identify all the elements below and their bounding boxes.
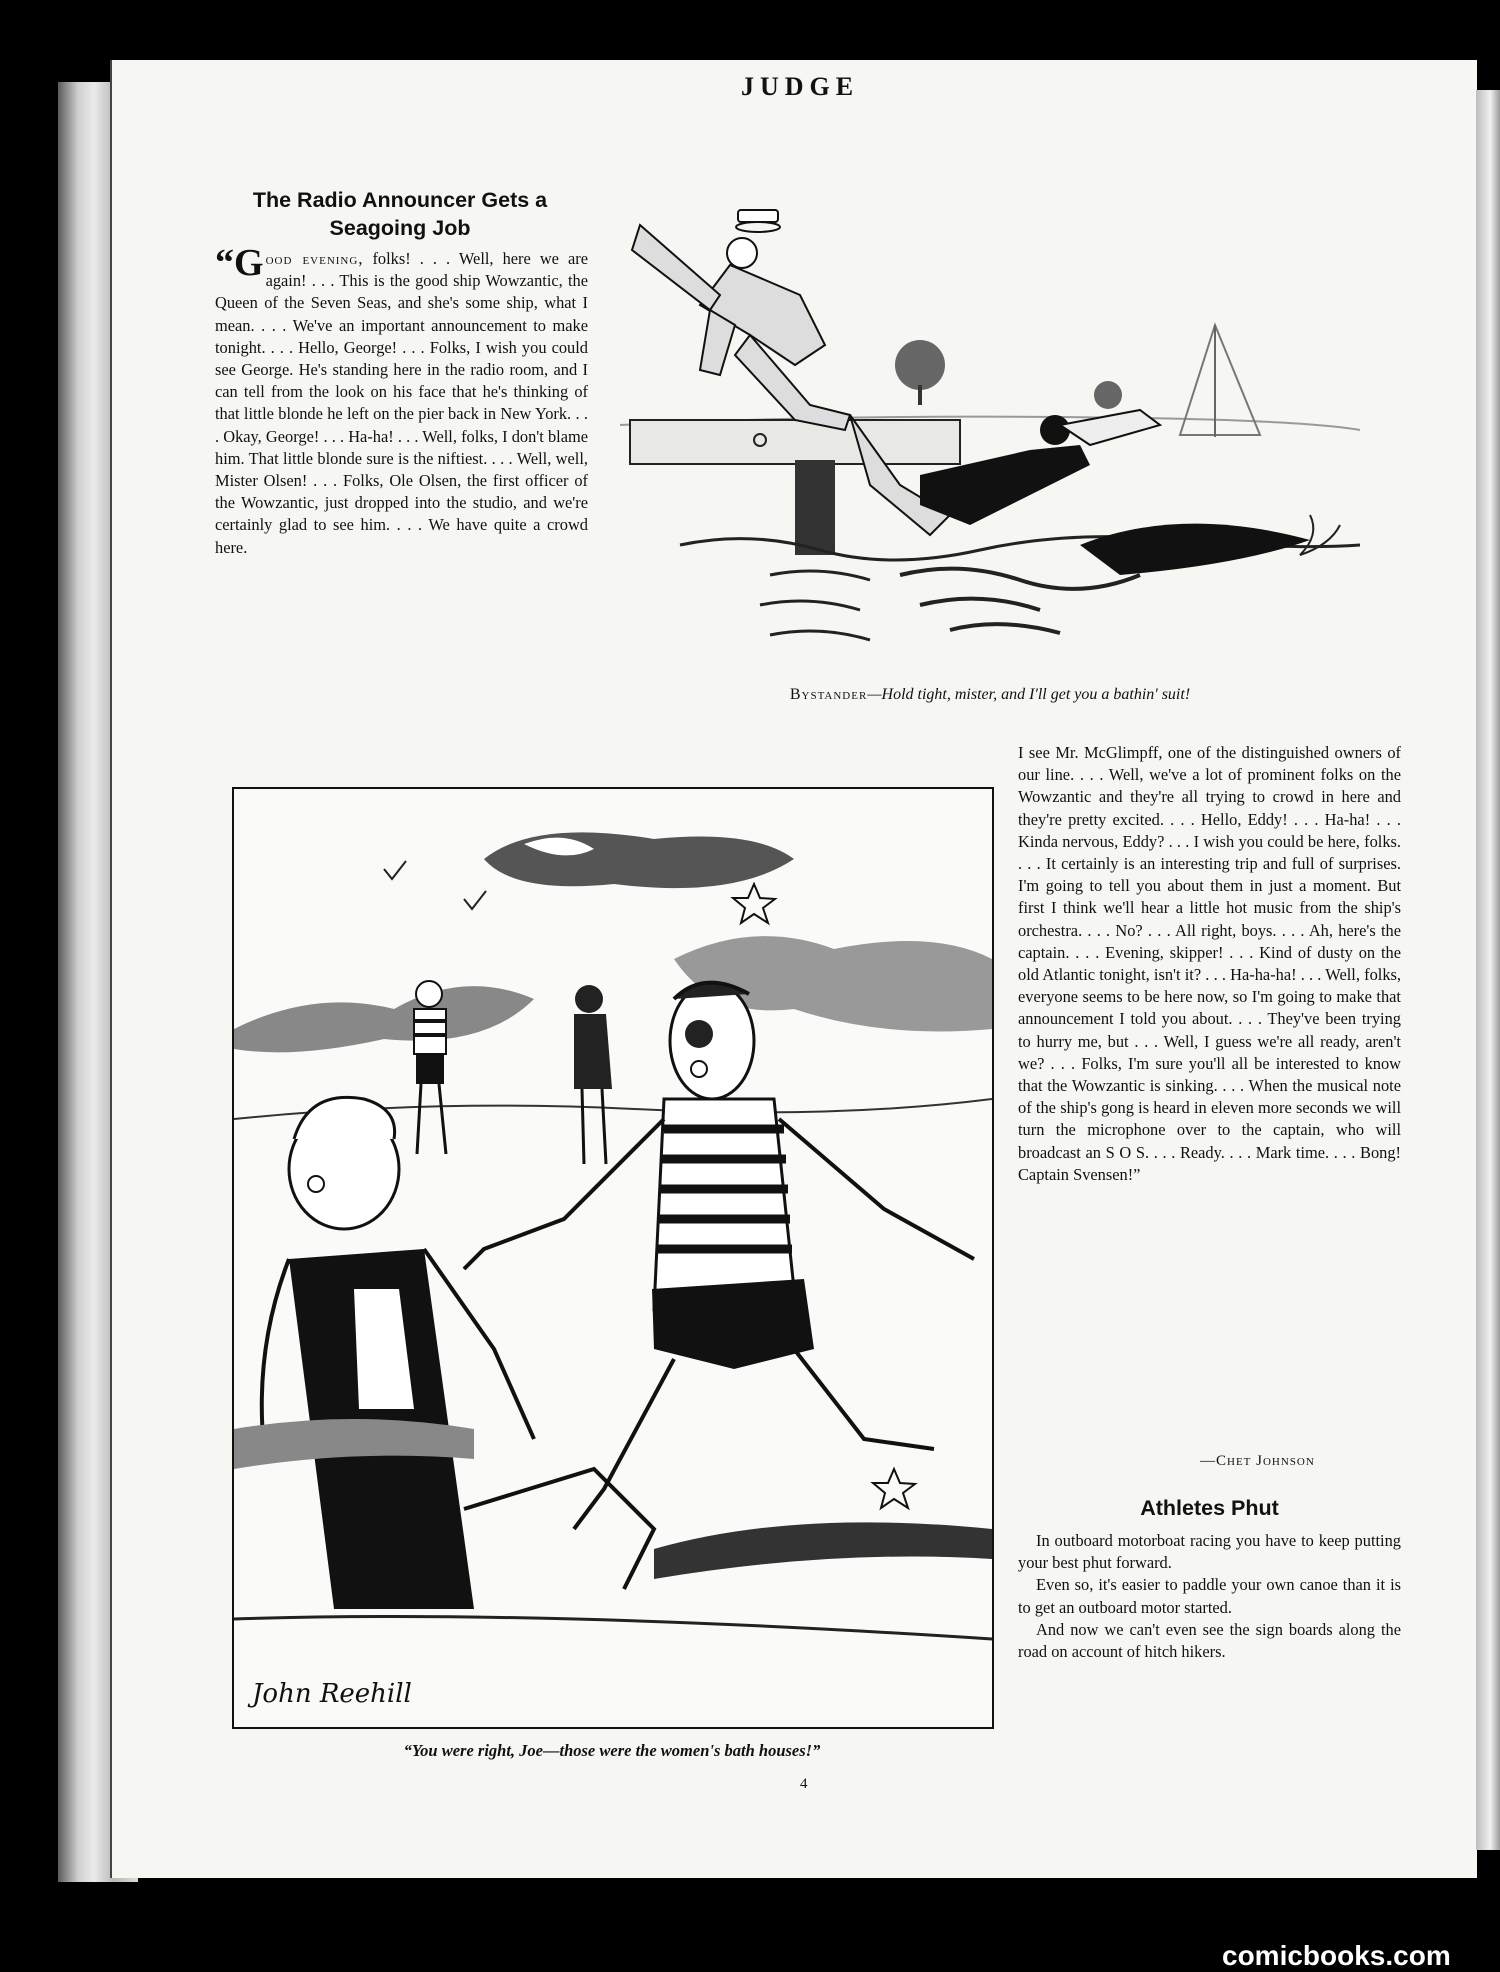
- article2-paragraph: In outboard motorboat racing you have to keep putting your best phut forward.: [1018, 1531, 1401, 1573]
- article2-body: [1018, 1530, 1401, 1663]
- byline: —Chet Johnson: [1200, 1453, 1315, 1469]
- article-title: The Radio Announcer Gets a Seagoing Job: [252, 188, 548, 240]
- caption-line: —Hold tight, mister, and I'll get you a bathin' suit!: [867, 686, 1191, 703]
- page-number: 4: [800, 1776, 808, 1792]
- article2-paragraph: Even so, it's easier to paddle your own canoe than it is to get an outboard motor started.: [1018, 1575, 1401, 1617]
- facing-page-edge: [1476, 90, 1500, 1850]
- caption-speaker: Bystander: [789, 686, 868, 703]
- beach-cartoon-frame: [232, 787, 994, 1729]
- article-column-2: [1018, 742, 1401, 1186]
- watermark: comicbooks.com: [1222, 1940, 1451, 1971]
- article2-title: Athletes Phut: [1140, 1496, 1279, 1520]
- beach-cartoon: [234, 789, 992, 1727]
- article-column-1: [215, 242, 588, 559]
- drop-cap: “G: [215, 242, 264, 284]
- pier-cartoon: [620, 185, 1360, 665]
- artist-signature: John Reehill: [252, 1679, 412, 1709]
- article-body-part1: folks! . . . Well, here we are again! . . . This is the good ship Wowzantic, the Queen of the Seven Seas, and she's some ship, what I mean. . . . We've an important announcement to make tonight. . . . Hello, George! . . . Folks, I wish you could see George. He's standing here in the radio room, and I can tell from the look on his face that he's thinking of that little blonde he left on the pier back in New York. . . . Okay, George! . . . Ha-ha! . . . Well, folks, I don't blame him. That little blonde sure is the niftiest. . . . Well, well, Mister Olsen! . . . Folks, Ole Olsen, the first officer of the Wowzantic, just dropped into the studio, and we're certainly glad to see him. . . . We have quite a crowd here.: [215, 249, 588, 557]
- article-body-part2: I see Mr. McGlimpff, one of the distinguished owners of our line. . . . Well, we've a lot of prominent folks on the Wowzantic and they're all trying to crowd in here and they're pretty excited. . . . Hello, Eddy! . . . Ha-ha! . . . Kinda nervous, Eddy? . . . I wish you could be here, folks. . . . It certainly is an interesting trip and full of surprises. I'm going to tell you about them in just a moment. But first I think we'll hear a little hot music from the ship's orchestra. . . . No? . . . All right, boys. . . . Ah, here's the captain. . . . Evening, skipper! . . . Kind of dusty on the old Atlantic tonight, isn't it? . . . Ha-ha-ha! . . . Well, folks, everyone seems to be here now, so I'm going to make that announcement I told you about. . . . They've been trying to hurry me, but . . . Well, I guess we're all ready, aren't we? . . . Folks, I'm sure you'll all be interested to know that the Wowzantic is sinking. . . . When the musical note of the ship's gong is heard in eleven more seconds we will turn the microphone over to the captain, who will broadcast an S O S. . . . Ready. . . . Mark time. . . . Bong! Captain Svensen!”: [1018, 743, 1401, 1184]
- article2-paragraph: And now we can't even see the sign boards along the road on account of hitch hikers.: [1018, 1619, 1401, 1662]
- magazine-title: JUDGE: [740, 72, 860, 101]
- beach-cartoon-caption: “You were right, Joe—those were the women's bath houses!”: [403, 1741, 821, 1760]
- pier-cartoon-caption: [620, 686, 1360, 704]
- lead-in: ood evening,: [265, 249, 364, 268]
